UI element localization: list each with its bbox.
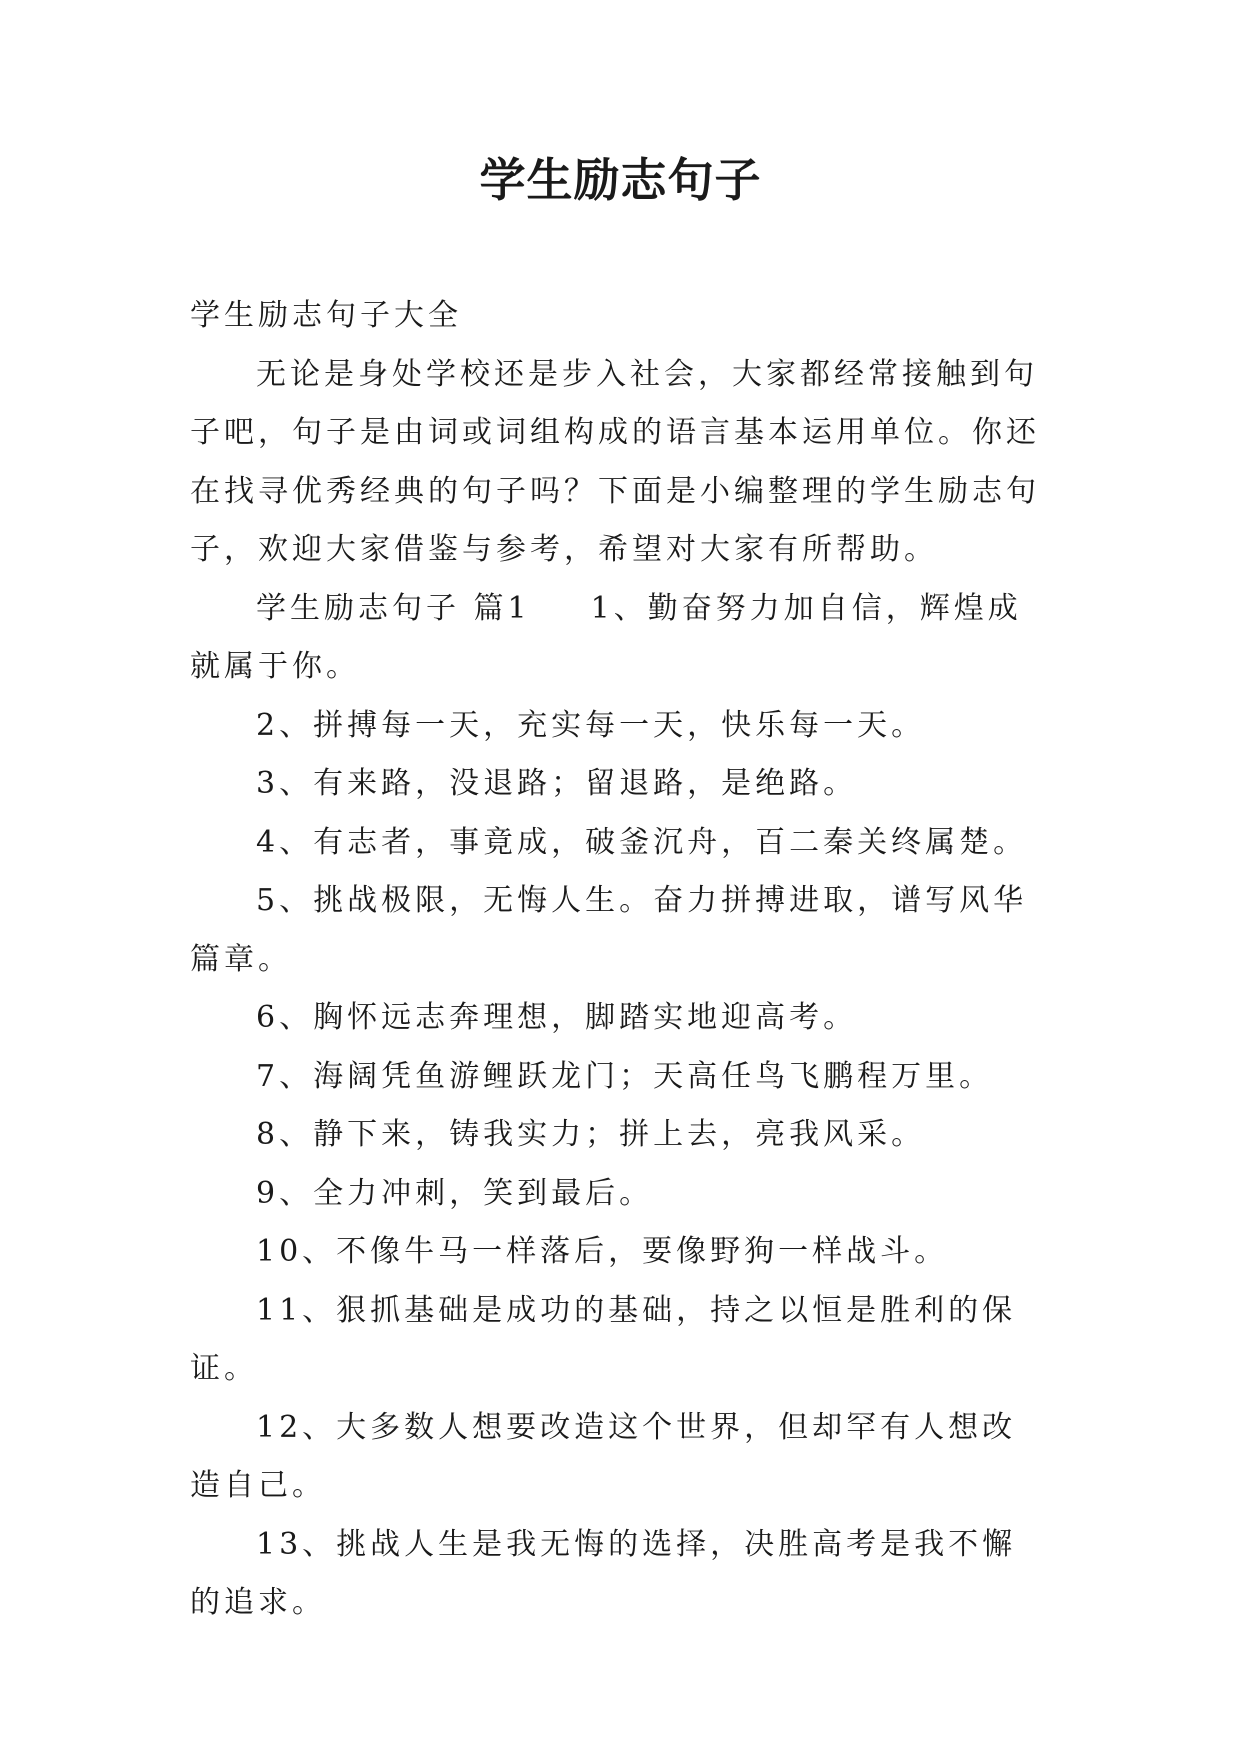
list-item: 1、勤奋努力加自信，辉煌成就属于你。: [190, 590, 1022, 684]
list-item: 5、挑战极限，无悔人生。奋力拼搏进取，谱写风华篇章。: [190, 883, 1028, 977]
intro-paragraph: 无论是身处学校还是步入社会，大家都经常接触到句子吧，句子是由词或词组构成的语言基本运用单位。你还在找寻优秀经典的句子吗？下面是小编整理的学生励志句子，欢迎大家借鉴与参考，希望对大家有所帮助。: [190, 356, 1040, 567]
document-title: 学生励志句子: [479, 153, 762, 207]
document-body: [190, 287, 1050, 1633]
document-subtitle: 学生励志句子大全: [190, 298, 462, 333]
list-item: 4、有志者，事竟成，破釜沉舟，百二秦关终属楚。: [256, 824, 1028, 860]
list-item: 6、胸怀远志奔理想，脚踏实地迎高考。: [256, 1000, 858, 1035]
list-item: 3、有来路，没退路；留退路，是绝路。: [256, 766, 858, 801]
section-heading: 学生励志句子 篇1: [256, 590, 531, 626]
list-item: 7、海阔凭鱼游鲤跃龙门；天高任鸟飞鹏程万里。: [256, 1058, 994, 1094]
list-item: 9、全力冲刺，笑到最后。: [256, 1175, 654, 1211]
list-item: 2、拼搏每一天，充实每一天，快乐每一天。: [256, 707, 926, 743]
list-item: 8、静下来，铸我实力；拼上去，亮我风采。: [256, 1117, 926, 1152]
section-first-paragraph: [190, 580, 1050, 697]
list-item: 11、狠抓基础是成功的基础，持之以恒是胜利的保证。: [190, 1292, 1017, 1386]
list-item: 13、挑战人生是我无悔的选择，决胜高考是我不懈的追求。: [190, 1526, 1017, 1620]
list-item: 12、大多数人想要改造这个世界，但却罕有人想改造自己。: [190, 1409, 1017, 1503]
list-item: 10、不像牛马一样落后，要像野狗一样战斗。: [256, 1234, 949, 1269]
